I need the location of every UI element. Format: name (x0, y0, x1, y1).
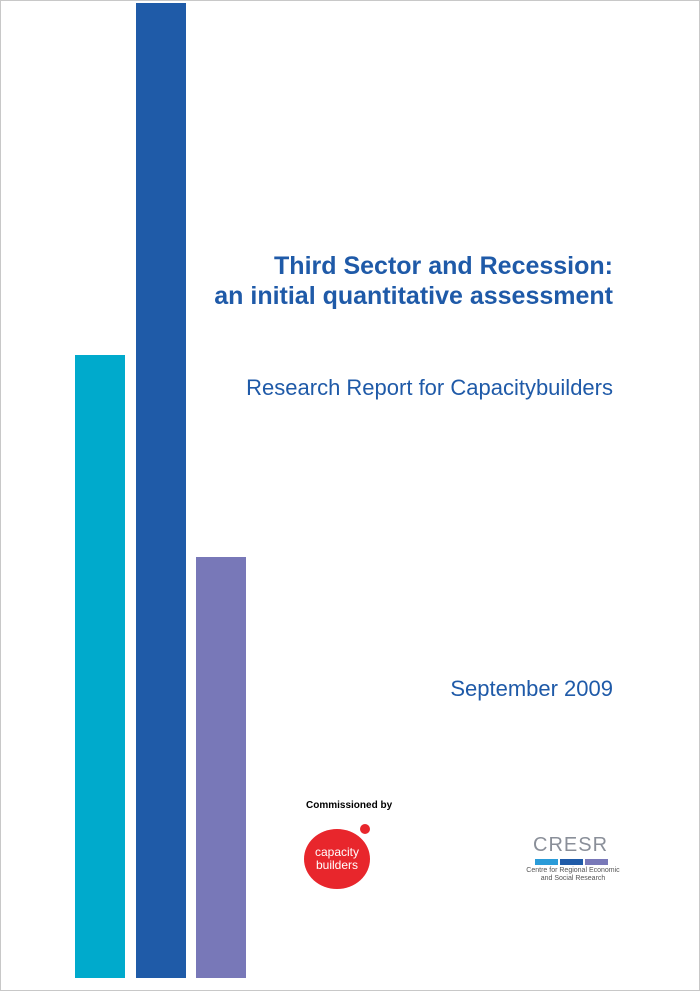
cresr-logo (523, 834, 623, 884)
decorative-bar-blue (136, 3, 186, 978)
report-title-line-2: an initial quantitative assessment (214, 282, 613, 310)
cresr-logo-stripe-3 (585, 859, 608, 865)
capacitybuilders-logo-dot (360, 824, 370, 834)
report-subtitle: Research Report for Capacitybuilders (246, 375, 613, 400)
cresr-logo-name: CRESR (533, 834, 609, 856)
cresr-logo-tagline (525, 867, 621, 883)
cresr-logo-stripe-1 (535, 859, 558, 865)
capacitybuilders-logo-line-1: capacity (314, 845, 360, 859)
commissioned-by-label: Commissioned by (306, 800, 393, 811)
report-date: September 2009 (450, 676, 613, 701)
capacitybuilders-logo (298, 819, 382, 891)
decorative-bar-purple (196, 557, 246, 978)
cresr-logo-tagline-line-2: and Social Research (540, 875, 606, 882)
report-title-line-1: Third Sector and Recession: (274, 252, 613, 280)
capacitybuilders-logo-text (304, 846, 370, 872)
cresr-logo-tagline-line-1: Centre for Regional Economic (526, 867, 620, 874)
report-title (214, 251, 613, 311)
decorative-bar-cyan (75, 355, 125, 978)
cresr-logo-stripe-2 (560, 859, 583, 865)
capacitybuilders-logo-line-2: builders (315, 858, 359, 872)
